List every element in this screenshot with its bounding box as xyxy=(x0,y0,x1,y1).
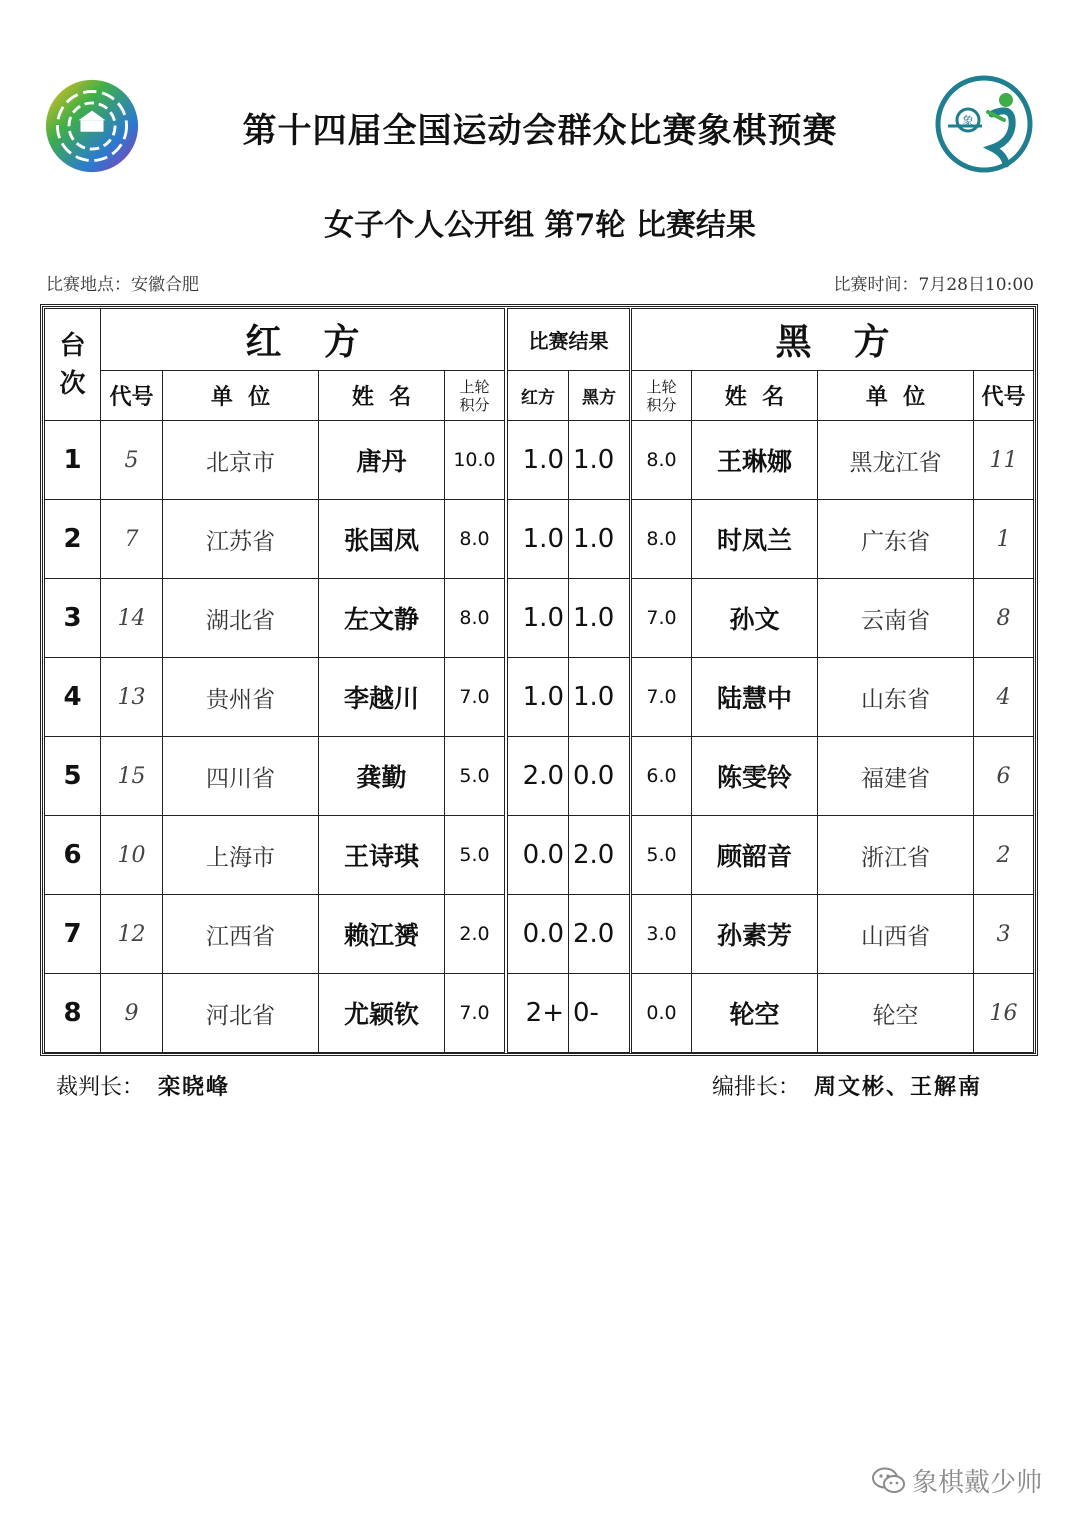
red-prev-score: 8.0 xyxy=(445,500,505,579)
black-name: 陈雯铃 xyxy=(692,737,818,816)
table-row xyxy=(632,895,1034,974)
black-result: 2.0 xyxy=(569,816,630,895)
table-row xyxy=(632,816,1034,895)
red-result: 1.0 xyxy=(508,658,569,737)
table-row xyxy=(45,737,505,816)
watermark-text: 象棋戴少帅 xyxy=(912,1468,1043,1498)
red-code: 5 xyxy=(101,421,163,500)
red-prev-score: 5.0 xyxy=(445,737,505,816)
black-code: 4 xyxy=(974,658,1034,737)
black-prev-score: 7.0 xyxy=(632,579,692,658)
red-result: 1.0 xyxy=(508,500,569,579)
red-unit: 江西省 xyxy=(163,895,319,974)
red-prev-score: 5.0 xyxy=(445,816,505,895)
black-prev-score: 5.0 xyxy=(632,816,692,895)
chief-referee-name: 栾晓峰 xyxy=(158,1074,231,1100)
table-row xyxy=(45,895,505,974)
table-row xyxy=(508,895,630,974)
table-number: 7 xyxy=(45,895,101,974)
black-code: 3 xyxy=(974,895,1034,974)
red-name: 张国凤 xyxy=(319,500,445,579)
red-name: 李越川 xyxy=(319,658,445,737)
black-name: 王琳娜 xyxy=(692,421,818,500)
black-result: 2.0 xyxy=(569,895,630,974)
black-result: 1.0 xyxy=(569,658,630,737)
black-unit: 广东省 xyxy=(818,500,974,579)
black-result: 1.0 xyxy=(569,579,630,658)
red-code: 15 xyxy=(101,737,163,816)
black-code: 16 xyxy=(974,974,1034,1053)
wechat-icon xyxy=(872,1467,906,1495)
red-result: 2.0 xyxy=(508,737,569,816)
red-name: 左文静 xyxy=(319,579,445,658)
black-result: 1.0 xyxy=(569,421,630,500)
black-prev-score: 8.0 xyxy=(632,500,692,579)
black-name: 轮空 xyxy=(692,974,818,1053)
red-prev-score: 7.0 xyxy=(445,974,505,1053)
black-unit: 山西省 xyxy=(818,895,974,974)
red-result: 1.0 xyxy=(508,421,569,500)
black-prev-score: 6.0 xyxy=(632,737,692,816)
table-number: 8 xyxy=(45,974,101,1053)
table-row xyxy=(508,737,630,816)
black-name: 陆慧中 xyxy=(692,658,818,737)
black-result: 0.0 xyxy=(569,737,630,816)
black-prev-score: 7.0 xyxy=(632,658,692,737)
red-name: 龚勤 xyxy=(319,737,445,816)
black-name: 时凤兰 xyxy=(692,500,818,579)
black-code: 8 xyxy=(974,579,1034,658)
black-result: 1.0 xyxy=(569,500,630,579)
table-row xyxy=(508,500,630,579)
chief-arbiter-label: 编排长： xyxy=(712,1075,801,1100)
red-result: 0.0 xyxy=(508,816,569,895)
red-name: 王诗琪 xyxy=(319,816,445,895)
chief-referee-label: 裁判长： xyxy=(56,1075,145,1100)
black-result: 0- xyxy=(569,974,630,1053)
table-number: 2 xyxy=(45,500,101,579)
table-row xyxy=(632,974,1034,1053)
red-unit: 四川省 xyxy=(163,737,319,816)
table-number: 4 xyxy=(45,658,101,737)
red-unit: 江苏省 xyxy=(163,500,319,579)
header-black-name: 姓 名 xyxy=(692,371,818,421)
header-black-prev: 上轮 积分 xyxy=(632,371,692,421)
table-number: 1 xyxy=(45,421,101,500)
page-subtitle: 女子个人公开组 第7轮 比赛结果 xyxy=(324,208,756,243)
header-red-result: 红方 xyxy=(508,371,569,421)
table-number: 6 xyxy=(45,816,101,895)
black-code: 1 xyxy=(974,500,1034,579)
black-prev-score: 8.0 xyxy=(632,421,692,500)
result-table xyxy=(507,308,630,1053)
header-black-result: 黑方 xyxy=(569,371,630,421)
red-unit: 北京市 xyxy=(163,421,319,500)
table-row xyxy=(508,421,630,500)
red-side-table xyxy=(44,308,505,1053)
table-row xyxy=(508,579,630,658)
red-unit: 河北省 xyxy=(163,974,319,1053)
black-name: 孙文 xyxy=(692,579,818,658)
chief-referee xyxy=(56,1070,230,1101)
red-code: 12 xyxy=(101,895,163,974)
black-code: 6 xyxy=(974,737,1034,816)
red-result: 0.0 xyxy=(508,895,569,974)
table-row xyxy=(632,421,1034,500)
black-code: 11 xyxy=(974,421,1034,500)
red-unit: 湖北省 xyxy=(163,579,319,658)
table-row xyxy=(45,500,505,579)
table-row xyxy=(508,816,630,895)
red-prev-score: 7.0 xyxy=(445,658,505,737)
watermark xyxy=(872,1462,1042,1499)
black-prev-score: 0.0 xyxy=(632,974,692,1053)
red-unit: 贵州省 xyxy=(163,658,319,737)
table-row xyxy=(45,421,505,500)
header-red-code: 代号 xyxy=(101,371,163,421)
table-row xyxy=(45,816,505,895)
black-code: 2 xyxy=(974,816,1034,895)
header-black-side: 黑方 xyxy=(632,309,1034,371)
table-row xyxy=(508,974,630,1053)
svg-text:象: 象 xyxy=(961,114,975,128)
black-unit: 轮空 xyxy=(818,974,974,1053)
table-row xyxy=(632,658,1034,737)
header-red-prev: 上轮 积分 xyxy=(445,371,505,421)
red-code: 9 xyxy=(101,974,163,1053)
black-unit: 浙江省 xyxy=(818,816,974,895)
black-unit: 福建省 xyxy=(818,737,974,816)
red-code: 13 xyxy=(101,658,163,737)
table-row xyxy=(45,579,505,658)
table-row xyxy=(632,737,1034,816)
black-unit: 黑龙江省 xyxy=(818,421,974,500)
header-table-no: 台次 xyxy=(45,309,101,421)
red-code: 7 xyxy=(101,500,163,579)
red-result: 2+ xyxy=(508,974,569,1053)
red-code: 10 xyxy=(101,816,163,895)
header-black-code: 代号 xyxy=(974,371,1034,421)
venue-text: 比赛地点：安徽合肥 xyxy=(46,275,199,295)
table-row xyxy=(508,658,630,737)
red-prev-score: 10.0 xyxy=(445,421,505,500)
red-name: 赖江赟 xyxy=(319,895,445,974)
header-result: 比赛结果 xyxy=(508,309,630,371)
table-row xyxy=(632,579,1034,658)
red-prev-score: 8.0 xyxy=(445,579,505,658)
red-prev-score: 2.0 xyxy=(445,895,505,974)
black-name: 顾韶音 xyxy=(692,816,818,895)
black-name: 孙素芳 xyxy=(692,895,818,974)
page-title: 第十四届全国运动会群众比赛象棋预赛 xyxy=(242,111,838,151)
table-row xyxy=(45,658,505,737)
chief-arbiter xyxy=(712,1070,982,1101)
red-unit: 上海市 xyxy=(163,816,319,895)
header-red-side: 红方 xyxy=(101,309,505,371)
red-name: 尤颖钦 xyxy=(319,974,445,1053)
black-unit: 云南省 xyxy=(818,579,974,658)
header-red-name: 姓 名 xyxy=(319,371,445,421)
header-red-unit: 单 位 xyxy=(163,371,319,421)
table-row xyxy=(45,974,505,1053)
black-prev-score: 3.0 xyxy=(632,895,692,974)
time-text: 比赛时间：7月28日10:00 xyxy=(833,275,1034,295)
red-name: 唐丹 xyxy=(319,421,445,500)
red-result: 1.0 xyxy=(508,579,569,658)
black-unit: 山东省 xyxy=(818,658,974,737)
table-row xyxy=(632,500,1034,579)
black-side-table xyxy=(631,308,1034,1053)
header-black-unit: 单 位 xyxy=(818,371,974,421)
table-number: 5 xyxy=(45,737,101,816)
chief-arbiter-names: 周文彬、王解南 xyxy=(814,1074,983,1100)
red-code: 14 xyxy=(101,579,163,658)
table-number: 3 xyxy=(45,579,101,658)
